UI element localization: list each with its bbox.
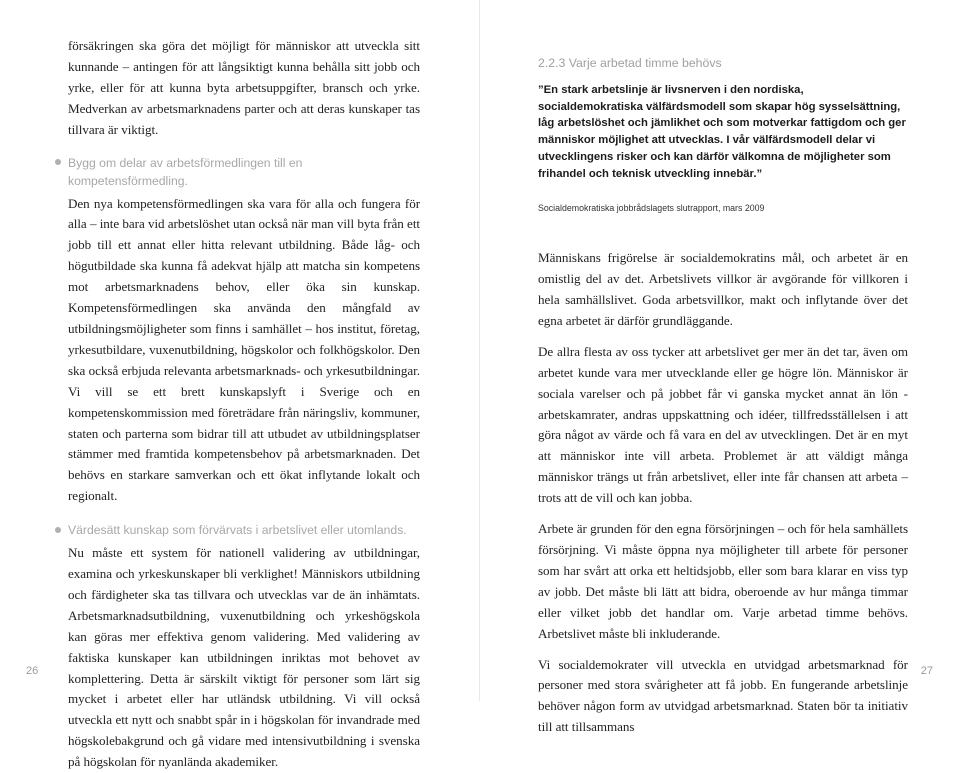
- quote-source: Socialdemokratiska jobbrådslagets slutrapport, mars 2009: [538, 203, 765, 214]
- right-page: [480, 0, 959, 735]
- bullet-heading-validation: Värdesätt kunskap som förvärvats i arbetslivet eller utomlands.: [68, 521, 420, 539]
- paragraph-3: Arbete är grunden för den egna försörjningen – och för hela samhällets försörjning. Vi måste öppna nya möjligheter till arbete för personer som har svårt att orka ett heltidsjobb, eller som bara klarar en viss typ av jobb. Det måste bli lätt att bidra, oberoende av hur många timmar eller vilket jobb det handlar om. Varje arbetad timme behövs. Arbetslivet måste bli inkluderande.: [538, 521, 908, 641]
- paragraph-4: Vi socialdemokrater vill utveckla en utvidgad arbetsmarknad för personer med stora svårigheter att få jobb. En fungerande arbetslinje behöver någon form av utvidgad arbetsmarknad. Staten bör ta initiativ till att tillsammans: [538, 656, 908, 735]
- section-heading: 2.2.3 Varje arbetad timme behövs: [538, 56, 722, 70]
- bullet-text-validation: Nu måste ett system för nationell validering av utbildningar, examina och yrkeskunskaper bli verklighet! Människors utbildning och färdigheter ska tas tillvara och utvecklas var de än inhämtats. Arbetsmarknadsutbildning, vuxenutbildning och yrkeshögskola kan göras mer effektiva genom validering. Med validering av faktiska kunskaper kan utbildningen inriktas mot behovet av komplettering. Detta är särskilt viktigt för personer som lärt sig mycket i arbetet eller har utländsk utbildning. Vi vill också utveckla ett nytt och snabbt spår in i högskolan för invandrade med högskolebakgrund och gå vidare med intensivutbildning i svenska på högskolan för nyanlända akademiker.: [68, 545, 420, 770]
- left-text-column: [68, 36, 420, 773]
- page-number-right: 27: [920, 665, 933, 677]
- bullet-heading-competence: Bygg om delar av arbetsförmedlingen till en kompetensförmedling.: [68, 154, 420, 190]
- right-text-column: [538, 54, 908, 738]
- intro-paragraph: försäkringen ska göra det möjligt för människor att utveckla sitt kunnande – antingen för att långsiktigt kunna behålla sitt jobb och yrke, eller för att kunna byta arbetsuppgifter, bransch och yrke. Medverkan av arbetsmarknadens parter och att deras kunskaper tas tillvara är viktigt.: [68, 38, 420, 137]
- page-number-left: 26: [26, 665, 39, 677]
- bullet-dot-icon: [55, 527, 61, 533]
- bullet-text-competence: Den nya kompetensförmedlingen ska vara för alla och fungera för alla – inte bara vid arbetslöshet utan också när man vill byta från ett jobb till ett annat eller hitta relevant utbildning. Både låg- och högutbildade ska kunna få adekvat hjälp att matcha sin kompetens mot arbetsmarknadens behov, eller öka sin kunskap. Kompetensförmedlingen ska använda den mångfald av utbildningsmöjligheter som finns i samhället – hos institut, företag, yrkesutbildare, vuxenutbildning, högskolor och folkhögskolor. Den ska också erbjuda relevanta arbetsmarknads- och yrkesutbildningar. Vi vill se ett brett kunskapslyft i Sverige och en kompetenskommission med företrädare från näringsliv, kommuner, staten och parterna som bidrar till att utbudet av utbildningsplatser stämmer med framtida kompetensbehov på arbetsmarknaden. Det behövs en starkare samverkan och ett ökat inflytande lokalt och regionalt.: [68, 195, 420, 504]
- left-page: [0, 0, 479, 770]
- bullet-dot-icon: [55, 159, 61, 165]
- pull-quote: ”En stark arbetslinje är livsnerven i den nordiska, socialdemokratiska välfärdsmodell som skapar hög sysselsättning, låg arbetslöshet och jämlikhet och som motverkar fattigdom och ger människor möjlighet att utvecklas. I vår välfärdsmodell delar vi utvecklingens risker och kan därför välkomna de möjligheter som frihandel och teknisk utveckling innebär.”: [538, 84, 906, 180]
- paragraph-2: De allra flesta av oss tycker att arbetslivet ger mer än det tar, även om arbetet kunde vara mer utvecklande eller ge högre lön. Människor är sociala varelser och på jobbet får vi ganska mycket annat än lön - arbetskamrater, andras uppskattning och idéer, tillfredsställelsen i att göra något av värde och få vara en del av utvecklingen. Det är en myt att människor inte vill arbeta. Problemet är att väldigt många människor trängs ut från arbetslivet, eller inte får chansen att arbeta – trots att de vill och kan jobba.: [538, 343, 908, 506]
- paragraph-1: Människans frigörelse är socialdemokratins mål, och arbetet är en omistlig del av det. Arbetslivets villkor är avgörande för villkoren i hela samhällslivet. Goda arbetsvillkor, makt och inflytande över det egna arbetet är därför grundläggande.: [538, 250, 908, 328]
